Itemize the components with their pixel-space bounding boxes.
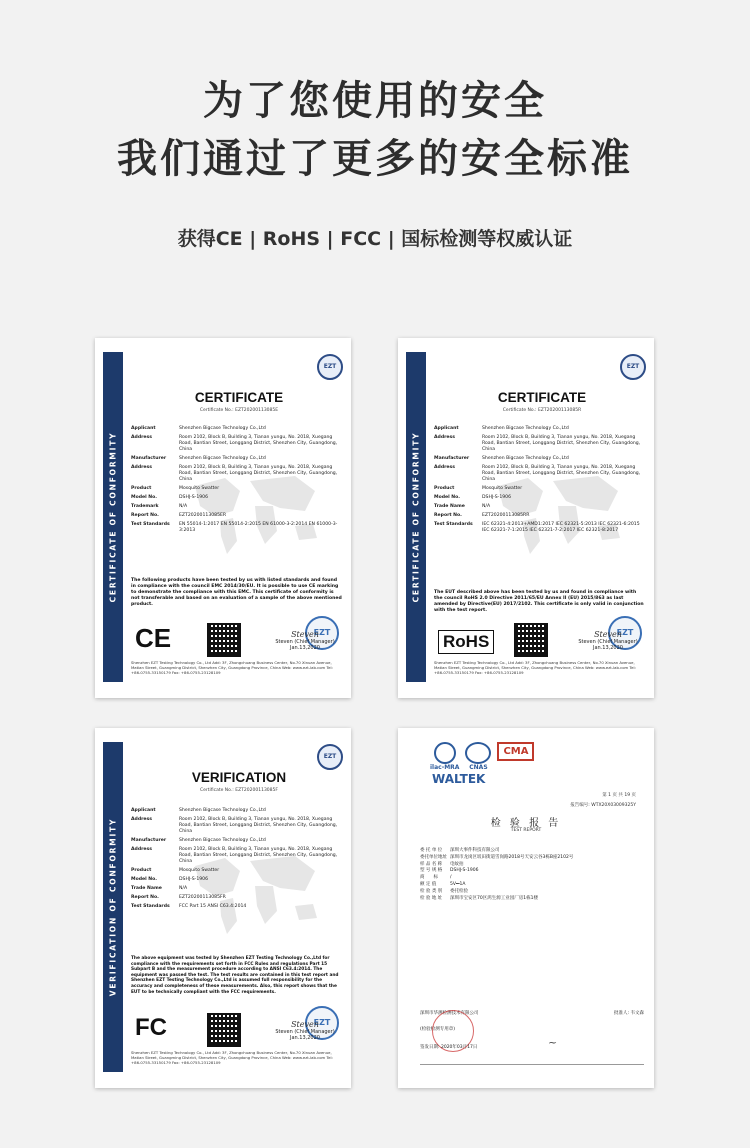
- row-key: Trade Name: [131, 886, 162, 891]
- headline-2: 我们通过了更多的安全标准: [117, 136, 633, 182]
- report-row: [420, 882, 644, 889]
- row-value: N/A: [179, 886, 188, 891]
- row-key: Address: [434, 465, 455, 470]
- signature-icon: Steven: [594, 630, 622, 639]
- footer-address: Shenzhen EZT Testing Technology Co., Ltd Add: 3F, Zhongchuang Business Center, No.70 Xinuan Avenue, Matian Street, Guangming District, Shenzhen City, Guangdong Province, China Web: www.ezt-lab.com Tel: +86-0755-33150179 Fax: +86-0755-23128109: [131, 660, 333, 675]
- row-key: 型 号 规 格: [420, 868, 443, 874]
- row-value: Shenzhen Bigcase Technology Co.,Ltd: [482, 456, 569, 461]
- row-address-2: [131, 465, 343, 483]
- org-name: 深圳市华测检测技术有限公司: [420, 1011, 479, 1016]
- rohs-logo: RoHS: [438, 630, 494, 654]
- qr-code: [207, 1013, 241, 1047]
- row-standards: [131, 522, 343, 534]
- row-key: Applicant: [434, 426, 459, 431]
- row-address: [131, 435, 343, 453]
- info-table: [131, 426, 343, 537]
- rohs-certificate: [398, 338, 654, 698]
- row-value: Mosquito Swatter: [179, 868, 220, 873]
- row-key: Trade Name: [434, 504, 465, 509]
- row-value: FCC Part 15 ANSI C63.4:2014: [179, 904, 247, 909]
- sign-date: Jan.13,2020: [593, 645, 623, 651]
- row-value: EN 55014-1:2017 EN 55014-2:2015 EN 61000-3-2:2014 EN 61000-3-3:2013: [179, 522, 338, 533]
- info-table: [131, 808, 343, 913]
- certificate-number: Certificate No.: EZT20200113085F: [200, 788, 278, 793]
- row-applicant: [131, 808, 343, 814]
- certificate-title: CERTIFICATE: [497, 390, 587, 405]
- row-key: Model No.: [131, 495, 158, 500]
- row-product: [131, 868, 343, 874]
- row-report: [434, 513, 646, 519]
- cn-test-report: [398, 728, 654, 1088]
- row-address: [131, 817, 343, 835]
- headline-1: 为了您使用的安全: [203, 78, 547, 124]
- signature-icon: Steven: [291, 630, 319, 639]
- row-value: Mosquito Swatter: [482, 486, 523, 491]
- row-key: Manufacturer: [131, 456, 167, 461]
- row-value: N/A: [179, 504, 188, 509]
- row-trade-name: [434, 504, 646, 510]
- row-key: Test Standards: [434, 522, 473, 527]
- row-key: 样 品 名 称: [420, 861, 443, 867]
- certifications-subtitle: 获得CE | RoHS | FCC | 国标检测等权威认证: [177, 228, 573, 250]
- ezt-seal-icon: EZT: [620, 354, 646, 380]
- side-band: [406, 352, 426, 682]
- compliance-statement: The following products have been tested by us with listed standards and found in compliance with the council EMC 2014/30/EU. It is possible to use CE marking to demonstrate the compliance with this EMC. This certificate of conformity is not transferable and based on an evaluation of a sample of the above mentioned product.: [131, 578, 342, 607]
- band-text: CERTIFICATE OF CONFORMITY: [411, 431, 421, 603]
- issue-line: [420, 1044, 644, 1050]
- row-value: EZT20200113085RR: [482, 513, 530, 518]
- ilac-mra-logo: [430, 742, 459, 771]
- compliance-statement: The EUT described above has been tested by us and found in compliance with the council RoHS 2.0 Directive 2011/65/EU Annex II (EU) 2015/863 as last amended by Directive(EU) 2017/2102. This certificate is only valid in conjunction with the test report.: [434, 590, 644, 613]
- row-key: 委 托 单 位: [420, 848, 443, 853]
- qr-code: [207, 623, 241, 657]
- row-key: Report No.: [131, 895, 159, 900]
- row-key: Model No.: [131, 877, 158, 882]
- report-title: 检 验 报 告: [490, 818, 562, 829]
- row-report: [131, 513, 343, 519]
- row-key: Report No.: [434, 513, 462, 518]
- report-subtitle: TEST REPORT: [510, 828, 542, 833]
- row-key: 检 验 类 别: [420, 888, 443, 894]
- row-manufacturer: [434, 456, 646, 462]
- row-value: DSHJ-S-1906: [179, 495, 209, 500]
- approver: [614, 1010, 644, 1016]
- report-table: [420, 848, 644, 902]
- row-value: 深圳市宝安区70区鸿生源工业园厂房1栋1楼: [450, 895, 538, 901]
- signer-name: Steven (Chief Manager): [578, 639, 638, 645]
- ezt-stamp-icon: EZT: [305, 616, 339, 650]
- ezt-stamp-icon: EZT: [305, 1006, 339, 1040]
- row-key: Address: [131, 847, 152, 852]
- row-applicant: [434, 426, 646, 432]
- row-key: Trademark: [131, 504, 159, 509]
- report-row: [420, 896, 644, 903]
- sign-date: Jan.13,2020: [290, 1035, 320, 1041]
- row-key: Report No.: [131, 513, 159, 518]
- row-standards: [434, 522, 646, 534]
- signature-icon: Steven: [291, 1020, 319, 1029]
- report-row: [420, 855, 644, 862]
- row-value: 5V⎓1A: [450, 881, 466, 887]
- row-trademark: [131, 504, 343, 510]
- row-value: Mosquito Swatter: [179, 486, 220, 491]
- signature-block: [275, 1020, 335, 1041]
- row-value: DSHJ-S-1906: [450, 868, 479, 874]
- row-key: Test Standards: [131, 522, 170, 527]
- row-model: [131, 877, 343, 883]
- signer-name: Steven (Chief Manager): [275, 1029, 335, 1035]
- sign-date: Jan.13,2020: [290, 645, 320, 651]
- row-value: 深圳市龙岗区坂田街道雪岗路2018号天安云谷3栋B座2102号: [450, 854, 574, 860]
- certificate-title: VERIFICATION: [191, 770, 287, 785]
- ezt-stamp-icon: EZT: [608, 616, 642, 650]
- row-key: 委托单位地址: [420, 854, 447, 860]
- row-manufacturer: [131, 838, 343, 844]
- row-key: Test Standards: [131, 904, 170, 909]
- row-model: [131, 495, 343, 501]
- fcc-logo: FC: [135, 1014, 167, 1041]
- certificate-title: CERTIFICATE: [194, 390, 284, 405]
- row-value: EZT20200113085ER: [179, 513, 227, 518]
- row-address-2: [434, 465, 646, 483]
- row-product: [434, 486, 646, 492]
- ezt-seal-icon: EZT: [317, 354, 343, 380]
- row-key: 商 标: [420, 875, 438, 881]
- report-row: [420, 889, 644, 896]
- row-applicant: [131, 426, 343, 432]
- side-band: [103, 742, 123, 1072]
- approver-label: 批准人:: [614, 1011, 630, 1016]
- row-key: 额 定 值: [420, 881, 437, 887]
- ezt-seal-icon: EZT: [317, 744, 343, 770]
- row-value: Shenzhen Bigcase Technology Co.,Ltd: [179, 838, 266, 843]
- row-value: Room 2102, Block B, Building 3, Tianan yungu, No. 2018, Xuegang Road, Bantian Street, Longgang District, Shenzhen City, Guangdong, China: [179, 847, 338, 864]
- cma-label: CMA: [497, 742, 534, 761]
- row-value: Shenzhen Bigcase Technology Co.,Ltd: [179, 426, 266, 431]
- report-row: [420, 868, 644, 875]
- cma-logo: [497, 742, 534, 761]
- certificate-number: Certificate No.: EZT20200113085E: [199, 408, 279, 413]
- row-value: Shenzhen Bigcase Technology Co.,Ltd: [482, 426, 569, 431]
- row-key: Address: [131, 465, 152, 470]
- row-standards: [131, 904, 343, 910]
- row-value: Room 2102, Block B, Building 3, Tianan yungu, No. 2018, Xuegang Road, Bantian Street, Longgang District, Shenzhen City, Guangdong, China: [179, 465, 338, 482]
- row-key: Address: [434, 435, 455, 440]
- approver-name: 韦文森: [630, 1011, 644, 1016]
- report-row: [420, 848, 644, 855]
- compliance-statement: The above equipment was tested by Shenzhen EZT Testing Technology Co.,Ltd for compliance with the requirements set forth in FCC Rules and regulations Part 15 Subpart B and the measurement procedure according to ANSI C63.4:2014. The equipment was passed the test. The test results are contained in this test report and Shenzhen EZT Testing Technology Co.,Ltd is assumed full responsibility for the accuracy and completeness of these measurements. Also, this report shows that the EUT to be technically compliant with the FCC requirements.: [131, 956, 339, 995]
- row-key: Product: [131, 868, 152, 873]
- row-key: Manufacturer: [434, 456, 470, 461]
- report-footer: [420, 1064, 644, 1075]
- row-value: Room 2102, Block B, Building 3, Tianan yungu, No. 2018, Xuegang Road, Bantian Street, Longgang District, Shenzhen City, Guangdong, China: [179, 435, 338, 452]
- ilac-label: ilac-MRA: [430, 764, 460, 771]
- row-key: Model No.: [434, 495, 461, 500]
- qr-code: [514, 623, 548, 657]
- stamp-text: (检验检测专用章): [420, 1027, 456, 1032]
- row-key: Applicant: [131, 808, 156, 813]
- row-key: 检 验 地 址: [420, 895, 443, 901]
- row-key: Address: [131, 435, 152, 440]
- signature-icon: ~: [548, 1036, 558, 1049]
- row-model: [434, 495, 646, 501]
- accreditation-logos: [430, 742, 534, 771]
- footer-address: Shenzhen EZT Testing Technology Co., Ltd Add: 3F, Zhongchuang Business Center, No.70 Xinuan Avenue, Matian Street, Guangming District, Shenzhen City, Guangdong Province, China Web: www.ezt-lab.com Tel: +86-0755-33150179 Fax: +86-0755-23128109: [434, 660, 636, 675]
- ce-certificate: [95, 338, 351, 698]
- row-trade-name: [131, 886, 343, 892]
- row-value: Shenzhen Bigcase Technology Co.,Ltd: [179, 808, 266, 813]
- row-value: N/A: [482, 504, 491, 509]
- cnas-label: CNAS: [469, 764, 488, 771]
- report-row: [420, 875, 644, 882]
- side-band: [103, 352, 123, 682]
- row-key: Address: [131, 817, 152, 822]
- row-value: DSHJ-S-1906: [482, 495, 512, 500]
- row-value: Room 2102, Block B, Building 3, Tianan yungu, No. 2018, Xuegang Road, Bantian Street, Longgang District, Shenzhen City, Guangdong, China: [179, 817, 338, 834]
- row-address-2: [131, 847, 343, 865]
- row-value: 委托检验: [450, 888, 468, 894]
- issue-date: 2020年03月17日: [440, 1045, 478, 1050]
- page-number: 第 1 页 共 19 页: [602, 793, 636, 798]
- fcc-verification: [95, 728, 351, 1088]
- issue-label: 签发日期:: [420, 1045, 440, 1050]
- row-product: [131, 486, 343, 492]
- row-value: IEC 62321-4:2013+AMD1:2017 IEC 62321-5:2013 IEC 62321-6:2015 IEC 62321-7-1:2015 IEC 62321-7-2:2017 IEC 62321-8:2017: [482, 522, 640, 533]
- band-text: VERIFICATION OF CONFORMITY: [108, 817, 118, 997]
- cnas-logo: [465, 742, 491, 771]
- row-value: Room 2102, Block B, Building 3, Tianan yungu, No. 2018, Xuegang Road, Bantian Street, Longgang District, Shenzhen City, Guangdong, China: [482, 465, 641, 482]
- row-value: EZT20200113085FR: [179, 895, 226, 900]
- row-value: DSHJ-S-1906: [179, 877, 209, 882]
- row-key: Applicant: [131, 426, 156, 431]
- footer-address: Shenzhen EZT Testing Technology Co., Ltd Add: 3F, Zhongchuang Business Center, No.70 Xinuan Avenue, Matian Street, Guangming District, Shenzhen City, Guangdong Province, China Web: www.ezt-lab.com Tel: +86-0755-33150179 Fax: +86-0755-23128109: [131, 1050, 333, 1065]
- signature-block: [578, 630, 638, 651]
- row-key: Product: [131, 486, 152, 491]
- row-manufacturer: [131, 456, 343, 462]
- row-value: Room 2102, Block B, Building 3, Tianan yungu, No. 2018, Xuegang Road, Bantian Street, Longgang District, Shenzhen City, Guangdong, China: [482, 435, 641, 452]
- ce-logo: CE: [135, 623, 172, 653]
- signer-name: Steven (Chief Manager): [275, 639, 335, 645]
- waltek-logo: WALTEK: [432, 772, 486, 786]
- row-value: /: [450, 875, 452, 881]
- row-value: Shenzhen Bigcase Technology Co.,Ltd: [179, 456, 266, 461]
- signature-block: [275, 630, 335, 651]
- row-key: Manufacturer: [131, 838, 167, 843]
- info-table: [434, 426, 646, 537]
- row-key: Product: [434, 486, 455, 491]
- row-report: [131, 895, 343, 901]
- row-value: 深圳大事件科技有限公司: [450, 848, 500, 853]
- band-text: CERTIFICATE OF CONFORMITY: [108, 431, 118, 603]
- row-address: [434, 435, 646, 453]
- report-number: 报告编号: WTX20X03009325Y: [570, 803, 636, 808]
- row-value: 电蚊拍: [450, 861, 464, 867]
- certificate-number: Certificate No.: EZT20200113085R: [502, 408, 582, 413]
